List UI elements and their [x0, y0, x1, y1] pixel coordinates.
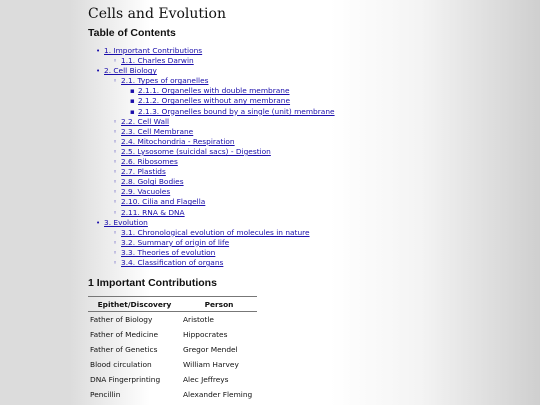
toc-item	[88, 86, 335, 96]
bullet-icon: ◦	[113, 198, 118, 207]
toc-link[interactable]: 2. Cell Biology	[104, 66, 157, 76]
toc-item	[88, 56, 335, 66]
toc-link[interactable]: 3.2. Summary of origin of life	[121, 237, 230, 247]
cell-epithet: Father of Biology	[90, 315, 153, 324]
toc-item	[88, 167, 335, 177]
table-row	[88, 327, 257, 342]
toc-link[interactable]: 1.1. Charles Darwin	[121, 56, 194, 66]
document-title: Cells and Evolution	[88, 6, 226, 22]
column-header-epithet: Epithet/Discovery	[88, 297, 181, 312]
bullet-icon: ◦	[113, 57, 118, 66]
toc-item	[88, 197, 335, 207]
bullet-icon: ◦	[113, 137, 118, 146]
cell-person: Aristotle	[183, 315, 214, 324]
bullet-icon: ◦	[113, 168, 118, 177]
toc-link[interactable]: 2.8. Golgi Bodies	[121, 177, 184, 187]
toc-item	[88, 157, 335, 167]
toc-item	[88, 46, 335, 56]
cell-epithet: Blood circulation	[90, 360, 152, 369]
cell-epithet: Pencillin	[90, 390, 121, 399]
cell-person: William Harvey	[183, 360, 239, 369]
toc-item	[88, 177, 335, 187]
toc-item	[88, 137, 335, 147]
toc-link[interactable]: 2.3. Cell Membrane	[121, 126, 194, 136]
table-row	[88, 387, 257, 402]
toc-item	[88, 117, 335, 127]
bullet-icon: •	[96, 67, 101, 76]
bullet-icon: ◦	[113, 228, 118, 237]
bullet-icon: •	[96, 218, 101, 227]
toc-link[interactable]: 2.1.3. Organelles bound by a single (unit) membrane	[138, 106, 335, 116]
toc-item	[88, 248, 335, 258]
toc-link[interactable]: 3.4. Classification of organs	[121, 257, 224, 267]
table-header-row	[88, 297, 257, 312]
toc-link[interactable]: 2.7. Plastids	[121, 167, 166, 177]
bullet-icon: ◦	[113, 258, 118, 267]
toc-item	[88, 187, 335, 197]
toc-link[interactable]: 1. Important Contributions	[104, 46, 203, 55]
table-row	[88, 372, 257, 387]
toc-link[interactable]: 2.9. Vacuoles	[121, 187, 171, 197]
bullet-icon: ◦	[113, 127, 118, 136]
bullet-icon: ◦	[113, 188, 118, 197]
toc-item	[88, 107, 335, 117]
toc-link[interactable]: 2.1. Types of organelles	[121, 76, 209, 86]
toc-item	[88, 147, 335, 157]
cell-epithet: Father of Medicine	[90, 330, 159, 339]
bullet-icon: ◦	[113, 147, 118, 156]
toc-link[interactable]: 3.1. Chronological evolution of molecules in nature	[121, 227, 310, 237]
bullet-icon: ▪	[130, 107, 135, 116]
toc-item	[88, 127, 335, 137]
toc-item	[88, 208, 335, 218]
cell-person: Gregor Mendel	[183, 345, 238, 354]
toc-link[interactable]: 2.4. Mitochondria - Respiration	[121, 136, 235, 146]
table-of-contents	[88, 46, 335, 268]
table-row	[88, 342, 257, 357]
toc-item	[88, 218, 335, 228]
bullet-icon: ◦	[113, 117, 118, 126]
bullet-icon: ▪	[130, 87, 135, 96]
cell-person: Alec Jeffreys	[183, 375, 229, 384]
toc-link[interactable]: 2.1.2. Organelles without any membrane	[138, 96, 291, 106]
bullet-icon: ◦	[113, 248, 118, 257]
bullet-icon: •	[96, 47, 101, 55]
bullet-icon: ◦	[113, 178, 118, 187]
toc-heading: Table of Contents	[88, 27, 176, 39]
toc-link[interactable]: 2.1.1. Organelles with double membrane	[138, 86, 290, 96]
cell-epithet: Father of Genetics	[90, 345, 158, 354]
bullet-icon: ◦	[113, 238, 118, 247]
toc-item	[88, 76, 335, 86]
bullet-icon: ◦	[113, 77, 118, 86]
toc-item	[88, 66, 335, 76]
toc-item	[88, 258, 335, 268]
toc-link[interactable]: 2.6. Ribosomes	[121, 157, 178, 167]
toc-link[interactable]: 2.10. Cilia and Flagella	[121, 197, 206, 207]
bullet-icon: ◦	[113, 208, 118, 217]
table-row	[88, 312, 257, 328]
contributions-table	[88, 296, 257, 402]
toc-item	[88, 238, 335, 248]
column-header-person: Person	[181, 297, 257, 312]
cell-person: Alexander Fleming	[183, 390, 253, 399]
cell-epithet: DNA Fingerprinting	[90, 375, 161, 384]
section-heading-important-contributions: 1 Important Contributions	[88, 277, 217, 289]
toc-link[interactable]: 2.11. RNA & DNA	[121, 207, 185, 217]
toc-item	[88, 228, 335, 238]
toc-link[interactable]: 2.5. Lysosome (suicidal sacs) - Digestion	[121, 146, 271, 156]
toc-link[interactable]: 3.3. Theories of evolution	[121, 247, 216, 257]
cell-person: Hippocrates	[183, 330, 228, 339]
toc-item	[88, 96, 335, 106]
bullet-icon: ▪	[130, 97, 135, 106]
toc-link[interactable]: 2.2. Cell Wall	[121, 116, 170, 126]
bullet-icon: ◦	[113, 158, 118, 167]
table-row	[88, 357, 257, 372]
toc-link[interactable]: 3. Evolution	[104, 217, 148, 227]
